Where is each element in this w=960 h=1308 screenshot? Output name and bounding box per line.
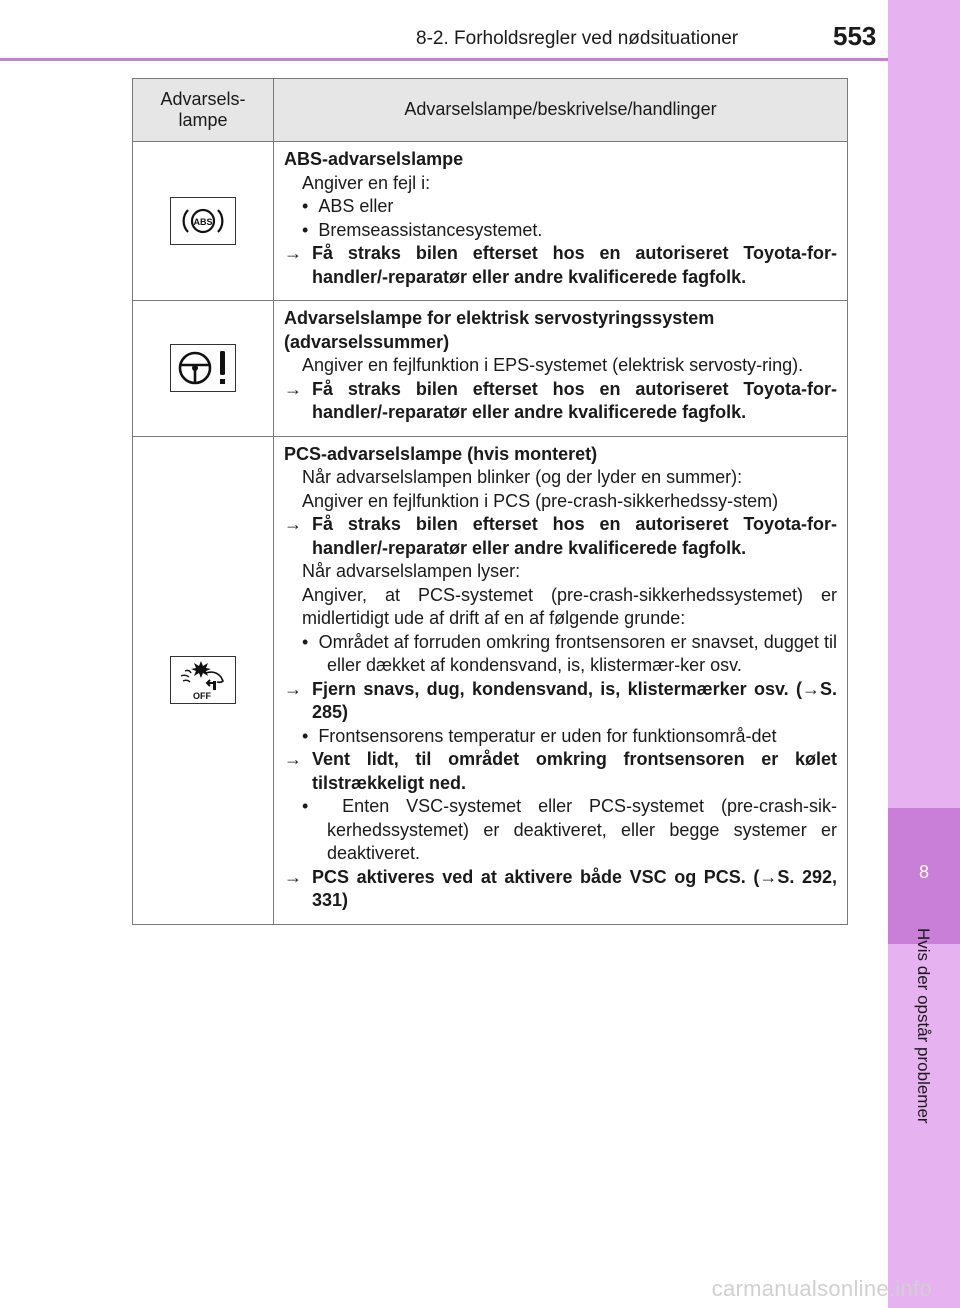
table-row bbox=[133, 142, 848, 301]
list-item: • Området af forruden omkring frontsensoren er snavset, dugget til eller dækket af kondensvand, is, klistermær-ker osv. bbox=[302, 631, 837, 675]
list-item: • Frontsensorens temperatur er uden for funktionsområ-det bbox=[302, 725, 777, 746]
abs-warning-icon bbox=[170, 197, 236, 245]
arrow-right-icon: → bbox=[759, 866, 778, 887]
pcs-off-icon bbox=[170, 656, 236, 704]
action-item: → Vent lidt, til området omkring frontsensoren er kølet tilstrækkeligt ned. bbox=[284, 749, 837, 793]
watermark: carmanualsonline.info bbox=[711, 1276, 932, 1301]
description-cell: ABS-advarselslampe Angiver en fejl i: • ABS eller • Bremseassistancesystemet. → Få straks bilen efterset hos en autoriseret Toyota-for-handler/-reparatør eller andre kvalificerede fagfolk. bbox=[274, 142, 848, 301]
column-header-lamp: Advarsels- lampe bbox=[133, 79, 274, 142]
action-item: → PCS aktiveres ved at aktivere både VSC og PCS. (→S. 292, 331) bbox=[284, 866, 837, 910]
chapter-label: Hvis der opstår problemer bbox=[914, 928, 933, 1124]
lamp-cell bbox=[133, 301, 274, 437]
arrow-right-icon: → bbox=[284, 243, 302, 263]
page-reference[interactable]: S. 292, 331) bbox=[312, 866, 837, 910]
page-reference[interactable]: S. 285) bbox=[312, 678, 837, 722]
arrow-right-icon: → bbox=[801, 678, 820, 699]
lamp-title: PCS-advarselslampe (hvis monteret) bbox=[284, 443, 598, 464]
action-item: → Få straks bilen efterset hos en autoriseret Toyota-for-handler/-reparatør eller andre kvalificerede fagfolk. bbox=[284, 243, 837, 287]
arrow-right-icon: → bbox=[284, 378, 302, 399]
list-item: • ABS eller bbox=[302, 196, 394, 216]
arrow-right-icon: → bbox=[284, 866, 302, 887]
action-item: → Fjern snavs, dug, kondensvand, is, klistermærker osv. (→S. 285) bbox=[284, 678, 837, 722]
lamp-title: Advarselslampe for elektrisk servostyringssystem bbox=[284, 308, 715, 328]
power-steering-warning-icon bbox=[170, 344, 236, 392]
table-row bbox=[133, 301, 848, 437]
lamp-title: ABS-advarselslampe bbox=[284, 149, 464, 169]
list-item: • Bremseassistancesystemet. bbox=[302, 219, 543, 240]
header-rule bbox=[0, 58, 888, 61]
description-cell: Advarselslampe for elektrisk servostyringssystem (advarselssummer) Angiver en fejlfunktion i EPS-systemet (elektrisk servosty-ring). → Få straks bilen efterset hos en autoriseret Toyota-for-handler/-reparatør eller andre kvalificerede fagfolk. bbox=[274, 301, 848, 437]
list-item: • Enten VSC-systemet eller PCS-systemet (pre-crash-sik-kerhedssystemet) er deaktiveret, eller begge systemer er deaktiveret. bbox=[302, 796, 837, 863]
lamp-cell bbox=[133, 142, 274, 301]
arrow-right-icon: → bbox=[284, 749, 302, 769]
chapter-number: 8 bbox=[918, 862, 929, 882]
page-number: 553 bbox=[833, 21, 877, 51]
section-title: 8-2. Forholdsregler ved nødsituationer bbox=[416, 28, 739, 49]
table-row bbox=[133, 436, 848, 924]
column-header-description: Advarselslampe/beskrivelse/handlinger bbox=[274, 79, 848, 142]
off-label: OFF bbox=[193, 691, 211, 701]
svg-text:ABS: ABS bbox=[193, 217, 213, 227]
description-cell: PCS-advarselslampe (hvis monteret) Når advarselslampen blinker (og der lyder en summer): Angiver en fejlfunktion i PCS (pre-crash-sikkerhedssy-stem) → Få straks bilen efterset hos en autoriseret Toyota-for-handler/-reparatør eller andre kvalificerede fagfolk. Når advarselslampen lyser: Angiver, at PCS-systemet (pre-crash-sikkerhedssystemet) er midlertidigt ude af drift af en af følgende grunde: • Området af forruden omkring frontsensoren er snavset, dugget til eller dækket af kondensvand, is, klistermær-ker osv. → Fjern snavs, dug, kondensvand, is, klistermærker osv. (→S. 285) • Frontsensorens temperatur er uden for funktionsområ-det → Vent lidt, til området omkring frontsensoren er kølet tilstrækkeligt ned. • Enten VSC-systemet eller PCS-systemet (pre-crash-sik-kerhedssystemet) er deaktiveret, eller begge systemer er deaktiveret. → PCS aktiveres ved at aktivere både VSC og PCS. (→S. 292, 331) bbox=[274, 436, 848, 924]
arrow-right-icon: → bbox=[284, 514, 302, 534]
action-item: → Få straks bilen efterset hos en autoriseret Toyota-for-handler/-reparatør eller andre kvalificerede fagfolk. bbox=[284, 514, 837, 558]
arrow-right-icon: → bbox=[284, 678, 302, 699]
table-header-row bbox=[133, 79, 848, 142]
warning-lamp-table bbox=[132, 78, 848, 925]
lamp-cell bbox=[133, 436, 274, 924]
action-item: → Få straks bilen efterset hos en autoriseret Toyota-for-handler/-reparatør eller andre kvalificerede fagfolk. bbox=[284, 378, 837, 422]
